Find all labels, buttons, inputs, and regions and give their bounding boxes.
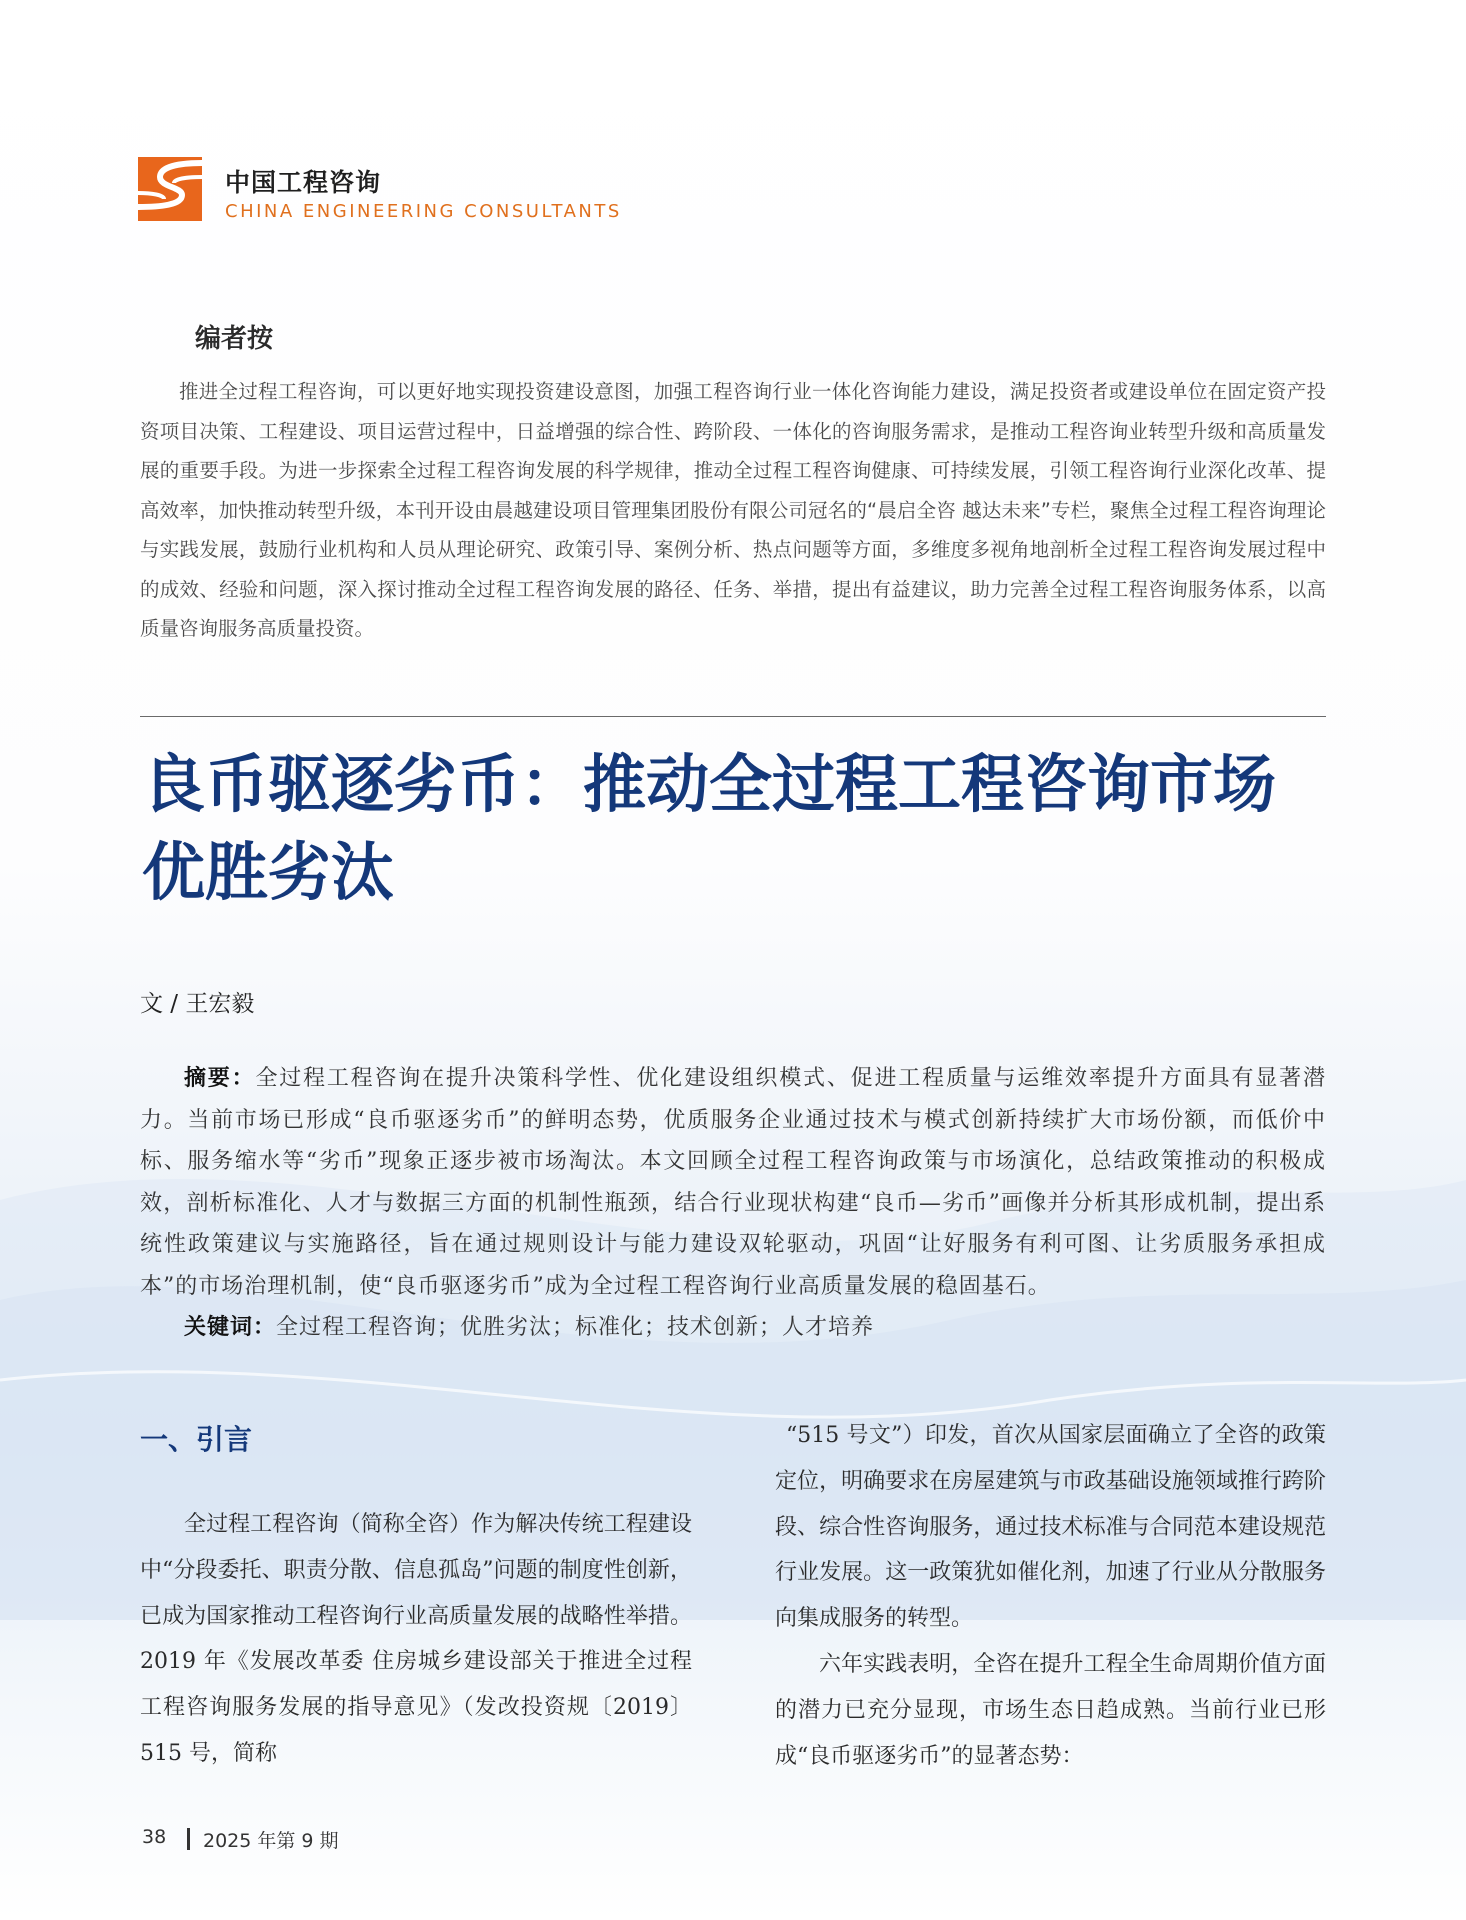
article-title (142, 740, 1332, 916)
section-heading-introduction: 一、引言 (140, 1423, 253, 1456)
page-number: 38 (142, 1826, 167, 1848)
abstract-text: 全过程工程咨询在提升决策科学性、优化建设组织模式、促进工程质量与运维效率提升方面具有显著潜力。当前市场已形成“良币驱逐劣币”的鲜明态势，优质服务企业通过技术与模式创新持续扩大市场份额，而低价中标、服务缩水等“劣币”现象正逐步被市场淘汰。本文回顾全过程工程咨询政策与市场演化，总结政策推动的积极成效，剖析标准化、人才与数据三方面的机制性瓶颈，结合行业现状构建“良币—劣币”画像并分析其形成机制，提出系统性政策建议与实施路径，旨在通过规则设计与能力建设双轮驱动，巩固“让好服务有利可图、让劣质服务承担成本”的市场治理机制，使“良币驱逐劣币”成为全过程工程咨询行业高质量发展的稳固基石。 (140, 1066, 1326, 1299)
keywords-label: 关键词： (184, 1314, 277, 1340)
abstract-label: 摘要： (184, 1065, 256, 1091)
article-title-line-1: 良币驱逐劣币：推动全过程工程咨询市场 (142, 747, 1276, 821)
issue-label: 2025 年第 9 期 (203, 1830, 339, 1852)
abstract-block (140, 1058, 1326, 1349)
brand-name-chinese: 中国工程咨询 (225, 168, 382, 197)
body-paragraph: 六年实践表明，全咨在提升工程全生命周期价值方面的潜力已充分显现，市场生态日趋成熟。当前行业已形成“良币驱逐劣币”的显著态势： (775, 1651, 1326, 1769)
china-engineering-consultants-logo (138, 157, 202, 221)
brand-name-english: CHINA ENGINEERING CONSULTANTS (225, 201, 622, 222)
editor-note-body (140, 372, 1326, 649)
footer-separator (187, 1828, 190, 1850)
body-column-left (140, 1502, 692, 1777)
body-column-right (775, 1413, 1326, 1779)
abstract-paragraph (140, 1058, 1326, 1307)
body-paragraph-continued: “515 号文”）印发，首次从国家层面确立了全咨的政策定位，明确要求在房屋建筑与市政基础设施领域推行跨阶段、综合性咨询服务，通过技术标准与合同范本建设规范行业发展。这一政策犹如催化剂，加速了行业从分散服务向集成服务的转型。 (775, 1423, 1326, 1632)
keywords-paragraph (140, 1307, 1326, 1349)
keywords-text: 全过程工程咨询；优胜劣汰；标准化；技术创新；人才培养 (276, 1315, 875, 1340)
editor-note-title: 编者按 (195, 324, 274, 354)
editor-note-text: 推进全过程工程咨询，可以更好地实现投资建设意图，加强工程咨询行业一体化咨询能力建设，满足投资者或建设单位在固定资产投资项目决策、工程建设、项目运营过程中，日益增强的综合性、跨阶段、一体化的咨询服务需求，是推动工程咨询业转型升级和高质量发展的重要手段。为进一步探索全过程工程咨询发展的科学规律，推动全过程工程咨询健康、可持续发展，引领工程咨询行业深化改革、提高效率，加快推动转型升级，本刊开设由晨越建设项目管理集团股份有限公司冠名的“晨启全咨 越达未来”专栏，聚焦全过程工程咨询理论与实践发展，鼓励行业机构和人员从理论研究、政策引导、案例分析、热点问题等方面，多维度多视角地剖析全过程工程咨询发展过程中的成效、经验和问题，深入探讨推动全过程工程咨询发展的路径、任务、举措，提出有益建议，助力完善全过程工程咨询服务体系，以高质量咨询服务高质量投资。 (140, 380, 1326, 640)
section-divider (140, 716, 1326, 717)
body-paragraph: 全过程工程咨询（简称全咨）作为解决传统工程建设中“分段委托、职责分散、信息孤岛”问题的制度性创新，已成为国家推动工程咨询行业高质量发展的战略性举措。2019 年《发展改革委 住房城乡建设部关于推进全过程工程咨询服务发展的指导意见》（发改投资规〔2019〕515 号，简称 (140, 1512, 692, 1766)
article-title-line-2: 优胜劣汰 (142, 835, 394, 909)
author-byline: 文 / 王宏毅 (140, 991, 255, 1017)
